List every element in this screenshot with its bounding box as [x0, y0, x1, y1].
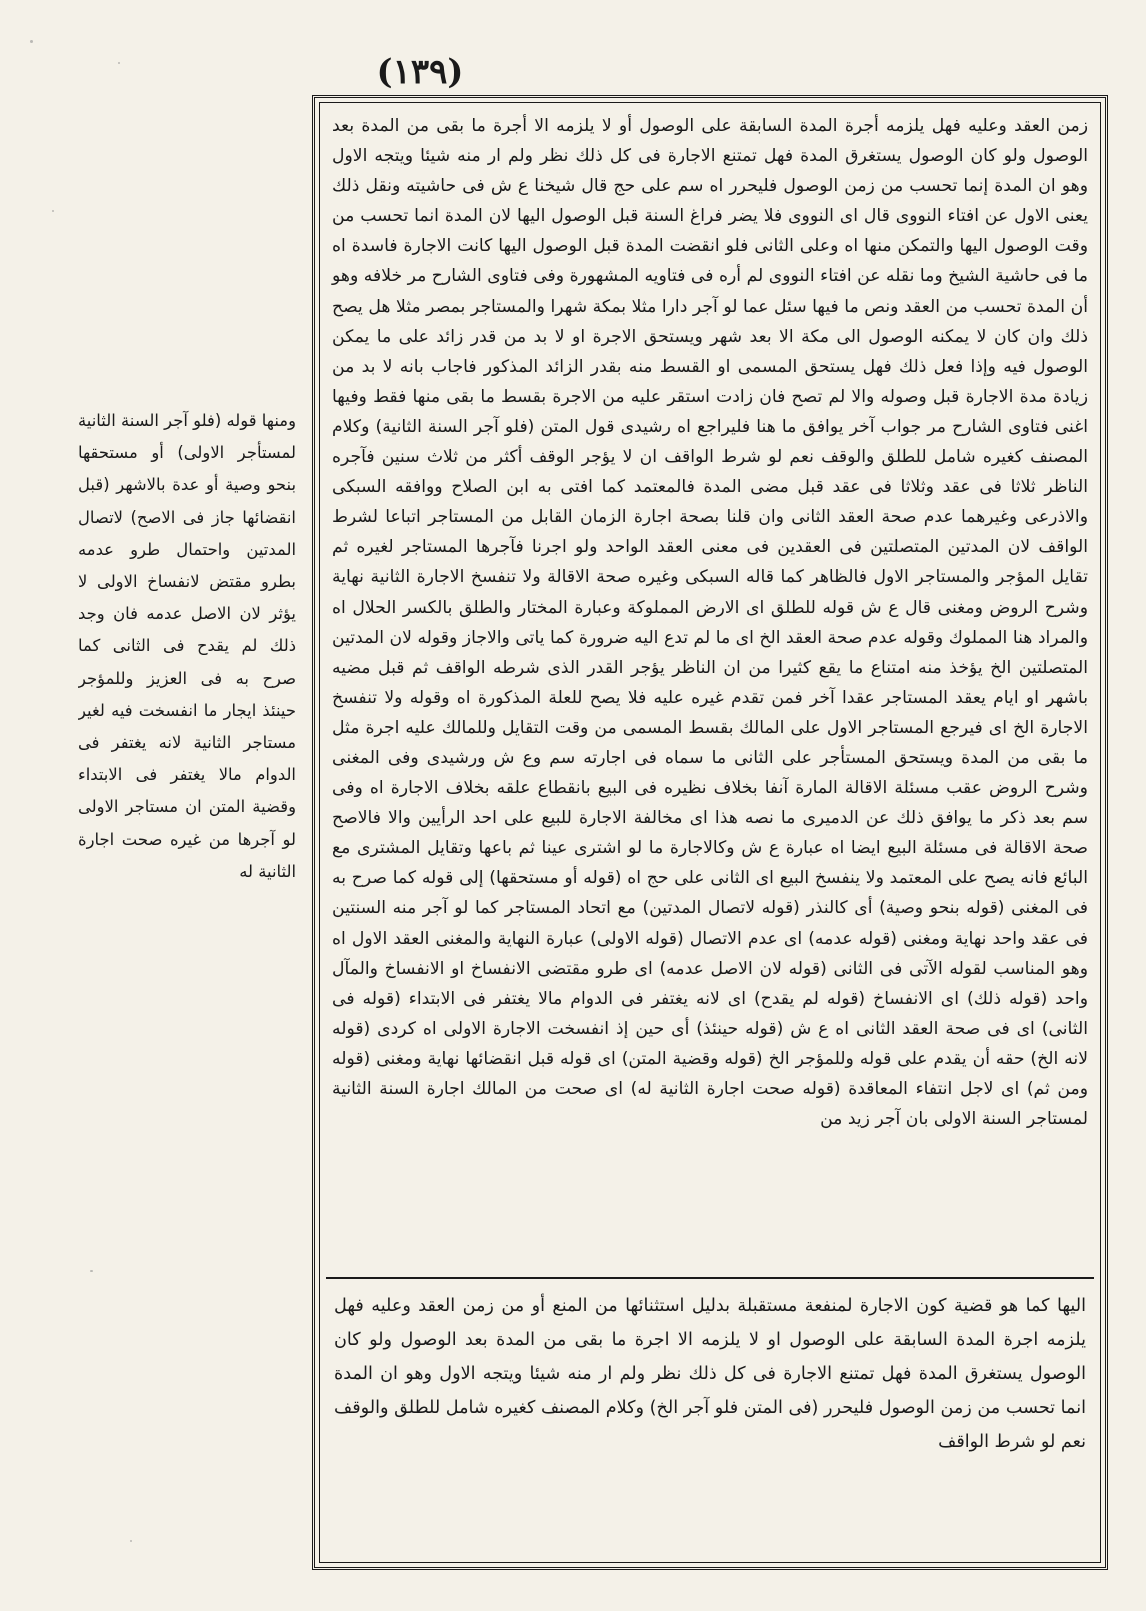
- footnote-text: اليها كما هو قضية كون الاجارة لمنفعة مستقبلة بدليل استثنائها من المنع أو من زمن العقد وعليه فهل يلزمه اجرة المدة السابقة على الوصول او لا يلزمه الا اجرة ما بقى من المدة بعد الوصول ولو كان الوصول يستغرق المدة فهل تمتنع الاجارة فى كل ذلك نظر ولم ار منه شيئا ويتجه الاول وهو ان المدة انما تحسب من زمن الوصول فليحرر (فى المتن فلو آجر الخ) وكلام المصنف كغيره شامل للطلق والوقف نعم لو شرط الواقف: [334, 1296, 1086, 1452]
- margin-note-text: ومنها قوله (فلو آجر السنة الثانية لمستأجر الاولى) أو مستحقها بنحو وصية أو عدة بالاشهر (قبل انقضائها جاز فى الاصح) لاتصال المدتين واحتمال طرو عدمه بطرو مقتض لانفساخ الاولى لا يؤثر لان الاصل عدمه فان وجد ذلك لم يقدح فى الثانى كما صرح به فى العزيز وللمؤجر حينئذ ايجار ما انفسخت فيه لغير مستاجر الثانية لانه يغتفر فى الدوام مالا يغتفر فى الابتداء وقضية المتن ان مستاجر الاولى لو آجرها من غيره صحت اجارة الثانية له: [78, 411, 296, 881]
- main-text-frame: [312, 95, 1108, 1570]
- scan-speck: [90, 1270, 93, 1272]
- scan-speck: [118, 62, 120, 64]
- scan-speck: [130, 1540, 132, 1542]
- main-text-body: [320, 103, 1100, 1277]
- main-text-paragraph: زمن العقد وعليه فهل يلزمه أجرة المدة السابقة على الوصول أو لا يلزمه الا أجرة ما بقى من المدة بعد الوصول ولو كان الوصول يستغرق المدة فهل تمتنع الاجارة فى كل ذلك نظر ولم ار منه شيئا ويتجه الاول وهو ان المدة إنما تحسب من زمن الوصول فليحرر اه سم على حج قال شيخنا ع ش فى حاشيته ونقل ذلك يعنى الاول عن افتاء النووى قال اى النووى فلا يضر فراغ السنة قبل الوصول اليها لان المدة انما تحسب من وقت الوصول اليها والتمكن منها اه وعلى الثانى فلو انقضت المدة قبل الوصول اليها كانت الاجارة فاسدة اه ما فى حاشية الشيخ وما نقله عن افتاء النووى لم أره فى فتاويه المشهورة وفى فتاوى الشارح مر خلافه وهو أن المدة تحسب من العقد ونص ما فيها سئل عما لو آجر دارا مثلا بمكة شهرا والمستاجر بمصر مثلا هل يصح ذلك وان كان لا يمكنه الوصول الى مكة الا بعد شهر ويستحق الاجرة او لا بد من قدر زائد على ما يمكن الوصول فيه وإذا فعل ذلك فهل يستحق المسمى او القسط منه بقدر الزائد المذكور فاجاب بانه لا بد من زيادة مدة الاجارة قبل وصوله والا لم تصح فان زادت استقر عليه من الاجرة بقسط ما بقى منها فقط وفيها اغنى فتاوى الشارح مر جواب آخر يوافق ما هنا فليراجع اه رشيدى قول المتن (فلو آجر السنة الثانية) وكلام المصنف كغيره شامل للطلق والوقف نعم لو شرط الواقف ان لا يؤجر الوقف أكثر من ثلاث سنين فآجره الناظر ثلاثا فى عقد وثلاثا فى عقد قبل مضى المدة فالمعتمد كما افتى به ابن الصلاح ووافقه السبكى والاذرعى وغيرهما عدم صحة العقد الثانى وان قلنا بصحة اجارة الزمان القابل من المستاجر اتباعا لشرط الواقف لان المدتين المتصلتين فى العقدين فى معنى العقد الواحد ولو اجرنا فآجرها المستاجر لغيره ثم تقايل المؤجر والمستاجر الاول فالظاهر كما قاله السبكى وغيره صحة الاقالة ولا تنفسخ الاجارة الثانية نهاية وشرح الروض ومغنى قال ع ش قوله للطلق اى الارض المملوكة وعبارة المختار والطلق بالكسر الحلال اه والمراد هنا المملوك وقوله عدم صحة العقد الخ اى ما لم تدع اليه ضرورة كما ياتى والاجاز وقوله لان المدتين المتصلتين الخ يؤخذ منه امتناع ما يقع كثيرا من ان الناظر يؤجر القدر الذى شرطه الواقف ثم قبل مضيه باشهر او ايام يعقد المستاجر عقدا آخر فمن تقدم غيره عليه فلا يصح للعلة المذكورة اه وقوله ولا تنفسخ الاجارة الخ اى فيرجع المستاجر الاول على المالك بقسط المسمى من وقت التقايل وللمالك عليه اجرة مثل ما بقى من المدة ويستحق المستأجر على الثانى ما سماه فى اجارته سم وع ش ورشيدى وفى المغنى وشرح الروض عقب مسئلة الاقالة المارة آنفا بخلاف نظيره فى البيع بانقطاع علقه بخلاف الاجارة اه وفى سم بعد ذكر ما يوافق ذلك عن الدميرى ما نصه هذا اى مخالفة الاجارة للبيع على احد الرأيين والا فالاصح صحة الاقالة فى مسئلة البيع ايضا اه عبارة ع ش وكالاجارة ما لو اشترى عينا ثم باعها وتقايل المشترى مع البائع فانه يصح على المعتمد ولا ينفسخ البيع اى الثانى على حج اه (قوله أو مستحقها) إلى قوله كما صرح به فى المغنى (قوله بنحو وصية) أى كالنذر (قوله لاتصال المدتين) مع اتحاد المستاجر كما لو آجر منه السنتين فى عقد واحد نهاية ومغنى (قوله عدمه) اى عدم الاتصال (قوله الاولى) عبارة النهاية والمغنى العقد الاول اه وهو المناسب لقوله الآتى فى الثانى (قوله لان الاصل عدمه) اى طرو مقتضى الانفساخ او الانفساخ والمآل واحد (قوله ذلك) اى الانفساخ (قوله لم يقدح) اى لانه يغتفر فى الدوام مالا يغتفر فى الابتداء (قوله فى الثانى) اى فى صحة العقد الثانى اه ع ش (قوله حينئذ) أى حين إذ انفسخت الاجارة الاولى اه كردى (قوله لانه الخ) حقه أن يقدم على قوله وللمؤجر الخ (قوله وقضية المتن) اى قوله قبل انقضائها نهاية ومغنى (قوله ومن ثم) اى لاجل انتفاء المعاقدة (قوله صحت اجارة الثانية له) اى صحت من المالك اجارة السنة الثانية لمستاجر السنة الاولى بان آجر زيد من: [332, 116, 1088, 1130]
- footnote-section: [320, 1279, 1100, 1545]
- page-number: (١٣٩): [376, 52, 464, 92]
- scan-speck: [30, 40, 33, 43]
- margin-note: [78, 405, 296, 1165]
- scan-speck: [52, 210, 54, 212]
- main-text-inner-border: [319, 102, 1101, 1563]
